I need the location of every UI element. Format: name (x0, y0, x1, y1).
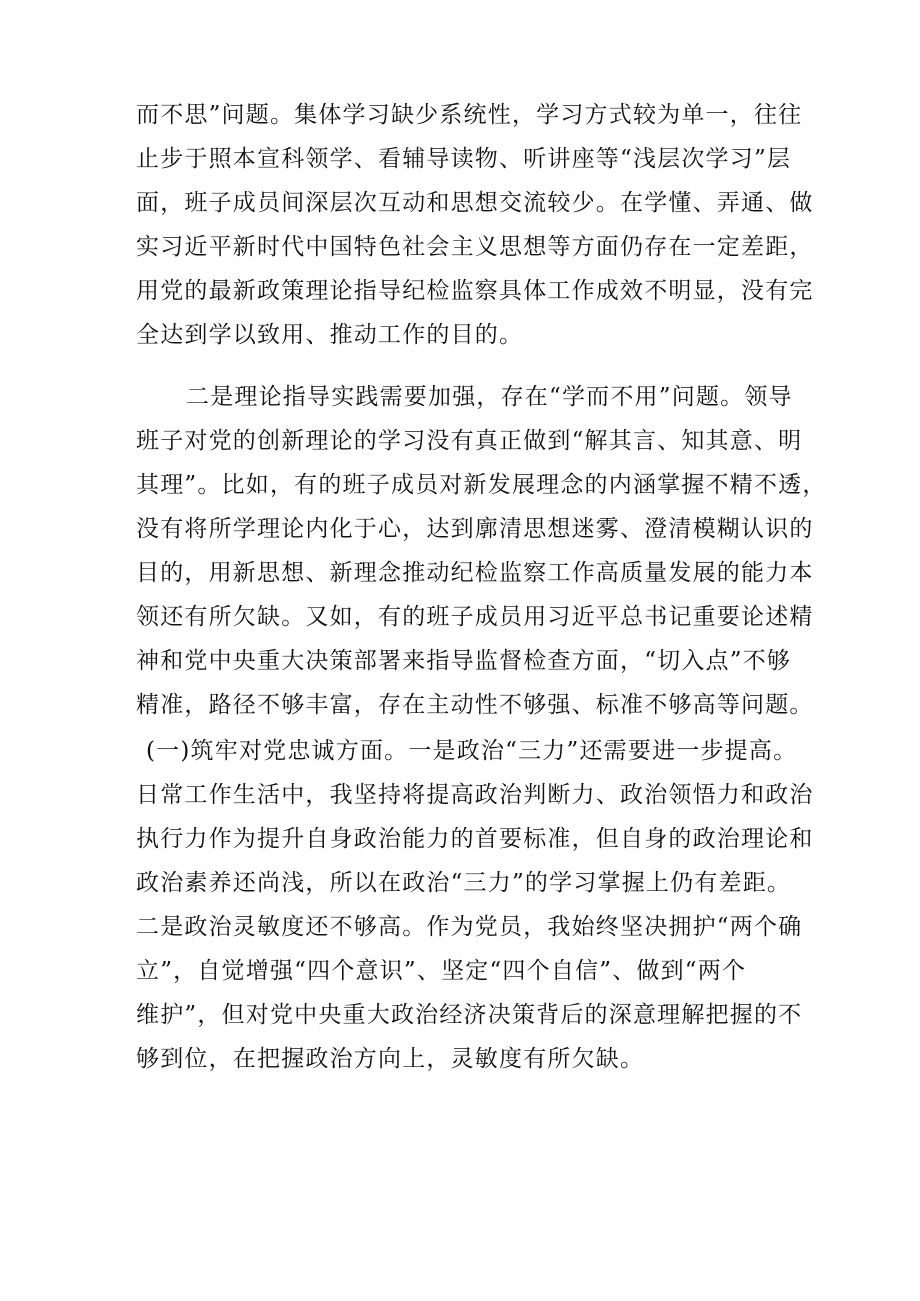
paragraph-line: 神和党中央重大决策部署来指导监督检查方面，“切入点”不够 (136, 648, 792, 674)
paragraph-line: 二是理论指导实践需要加强，存在“学而不用”问题。领导 (186, 384, 793, 410)
paragraph-line: 领还有所欠缺。又如，有的班子成员用习近平总书记重要论述精 (136, 604, 814, 630)
paragraph-line: 二是政治灵敏度还不够高。作为党员，我始终坚决拥护“两个确 (136, 914, 803, 940)
paragraph-line: 实习近平新时代中国特色社会主义思想等方面仍存在一定差距， (136, 234, 814, 260)
paragraph-line: 维护”，但对党中央重大政治经济决策背后的深意理解把握的不 (136, 1002, 803, 1028)
paragraph-line: 而不思”问题。集体学习缺少系统性，学习方式较为单一，往往 (136, 102, 803, 128)
paragraph-line: 政治素养还尚浅，所以在政治“三力”的学习掌握上仍有差距。 (136, 870, 792, 896)
paragraph-line: 全达到学以致用、推动工作的目的。 (136, 322, 524, 348)
paragraph-line: 其理”。比如，有的班子成员对新发展理念的内涵掌握不精不透， (136, 472, 827, 498)
paragraph-line: 够到位，在把握政治方向上，灵敏度有所欠缺。 (136, 1046, 645, 1072)
paragraph-line: 班子对党的创新理论的学习没有真正做到“解其言、知其意、明 (136, 428, 803, 454)
paragraph-line: 用党的最新政策理论指导纪检监察具体工作成效不明显，没有完 (136, 278, 814, 304)
paragraph-line: 执行力作为提升自身政治能力的首要标准，但自身的政治理论和 (136, 826, 814, 852)
paragraph-line: 立”，自觉增强“四个意识”、坚定“四个自信”、做到“两个 (136, 958, 747, 984)
paragraph-line: 精准，路径不够丰富，存在主动性不够强、标准不够高等问题。 (136, 692, 814, 718)
paragraph-line: 目的，用新思想、新理念推动纪检监察工作高质量发展的能力本 (136, 560, 814, 586)
paragraph-line: 面，班子成员间深层次互动和思想交流较少。在学懂、弄通、做 (136, 190, 814, 216)
paragraph-line: 日常工作生活中，我坚持将提高政治判断力、政治领悟力和政治 (136, 782, 814, 808)
paragraph-line: 止步于照本宣科领学、看辅导读物、听讲座等“浅层次学习”层 (136, 146, 792, 172)
paragraph-line: (一)筑牢对党忠诚方面。一是政治“三力”还需要进一步提高。 (146, 738, 798, 764)
paragraph-line: 没有将所学理论内化于心，达到廓清思想迷雾、澄清模糊认识的 (136, 516, 814, 542)
